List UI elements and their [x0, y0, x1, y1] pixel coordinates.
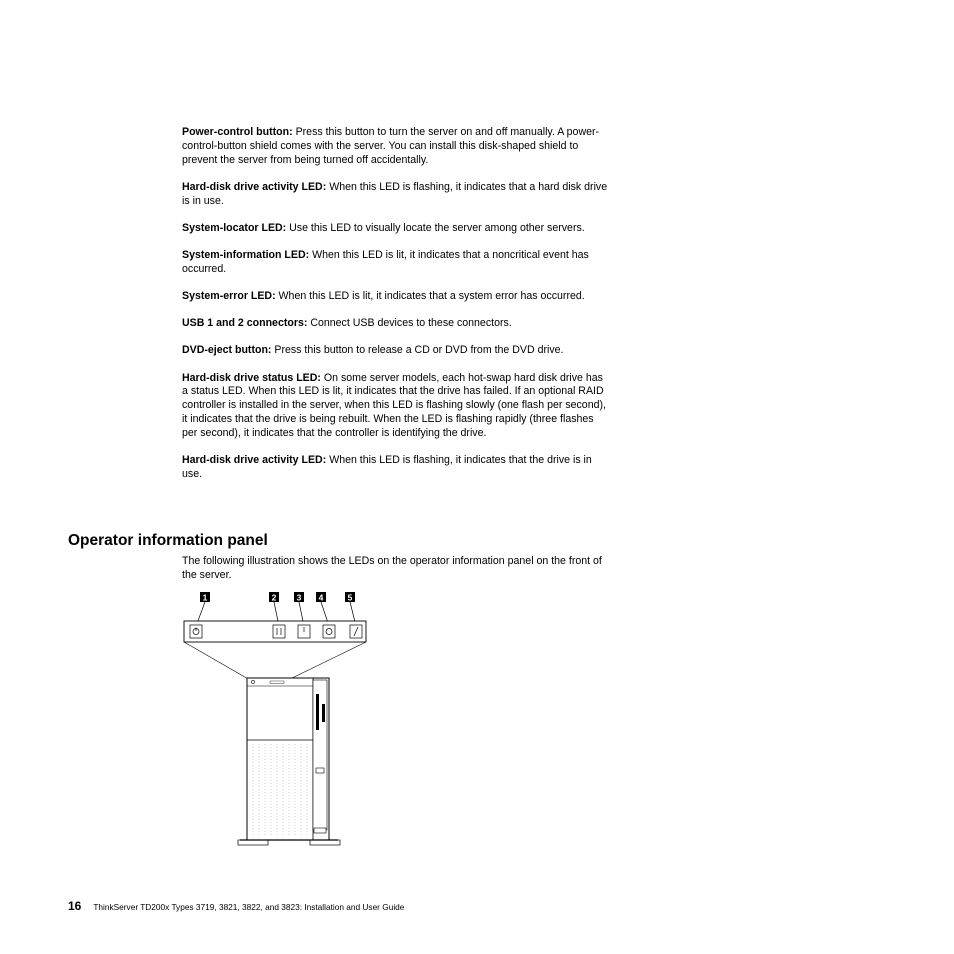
definition-term: System-locator LED: — [182, 221, 287, 234]
definition-item — [182, 454, 608, 482]
definition-term: DVD-eject button: — [182, 344, 272, 357]
callout-2 — [269, 592, 279, 603]
definition-text: Press this button to turn the server on and off manually. A power-control-button shield comes with the server. You can install this disk-shaped shield to prevent the server from being turned off accidentally. — [182, 126, 600, 166]
svg-text:2: 2 — [271, 592, 277, 603]
definition-text: Press this button to release a CD or DVD from the DVD drive. — [271, 344, 564, 357]
page-number: 16 — [68, 899, 82, 913]
footer-title: ThinkServer TD200x Types 3719, 3821, 3822, and 3823: Installation and User Guide — [93, 902, 405, 912]
definition-term: System-error LED: — [182, 289, 276, 302]
section-intro: The following illustration shows the LEDs on the operator information panel on the front of the server. — [182, 555, 602, 581]
svg-text:5: 5 — [347, 592, 353, 603]
definition-text: When this LED is flashing, it indicates that the drive is in use. — [182, 453, 592, 480]
definition-term: Hard-disk drive status LED: — [182, 371, 321, 384]
callout-4 — [316, 592, 326, 603]
definition-text: Connect USB devices to these connectors. — [307, 317, 512, 330]
definition-item — [182, 249, 608, 277]
callout-1 — [200, 592, 210, 603]
definition-text: When this LED is lit, it indicates that a system error has occurred. — [275, 289, 585, 302]
definition-item — [182, 181, 608, 209]
definition-item — [182, 222, 608, 236]
operator-panel-zoom — [184, 621, 366, 642]
definition-list — [182, 126, 608, 495]
svg-text:3: 3 — [296, 592, 302, 603]
callout-3 — [294, 592, 304, 603]
page-footer — [68, 899, 404, 913]
definition-item — [182, 126, 608, 167]
definition-text: On some server models, each hot-swap hard disk drive has a status LED. When this LED is lit, it indicates that the drive has failed. If an optional RAID controller is installed in the server, when this LED is flashing slowly (one flash per second), it indicates that the drive is being rebuilt. When the LED is flashing rapidly (three flashes per second), it indicates that the controller is identifying the drive. — [182, 371, 606, 439]
definition-item — [182, 344, 608, 358]
svg-text:1: 1 — [202, 592, 208, 603]
definition-text: When this LED is flashing, it indicates that a hard disk drive is in use. — [182, 180, 608, 207]
definition-term: Power-control button: — [182, 126, 293, 138]
definition-term: Hard-disk drive activity LED: — [182, 453, 327, 466]
definition-item — [182, 290, 608, 304]
svg-text:4: 4 — [318, 592, 324, 603]
definition-term: Hard-disk drive activity LED: — [182, 180, 327, 193]
definition-text: Use this LED to visually locate the server among other servers. — [286, 221, 585, 234]
section-heading: Operator information panel — [68, 532, 268, 549]
definition-term: USB 1 and 2 connectors: — [182, 317, 308, 330]
definition-item — [182, 372, 608, 441]
callout-5 — [345, 592, 355, 603]
operator-panel-illustration — [180, 588, 372, 850]
definition-item — [182, 317, 608, 331]
definition-text: When this LED is lit, it indicates that a noncritical event has occurred. — [182, 248, 589, 275]
definition-term: System-information LED: — [182, 248, 310, 261]
